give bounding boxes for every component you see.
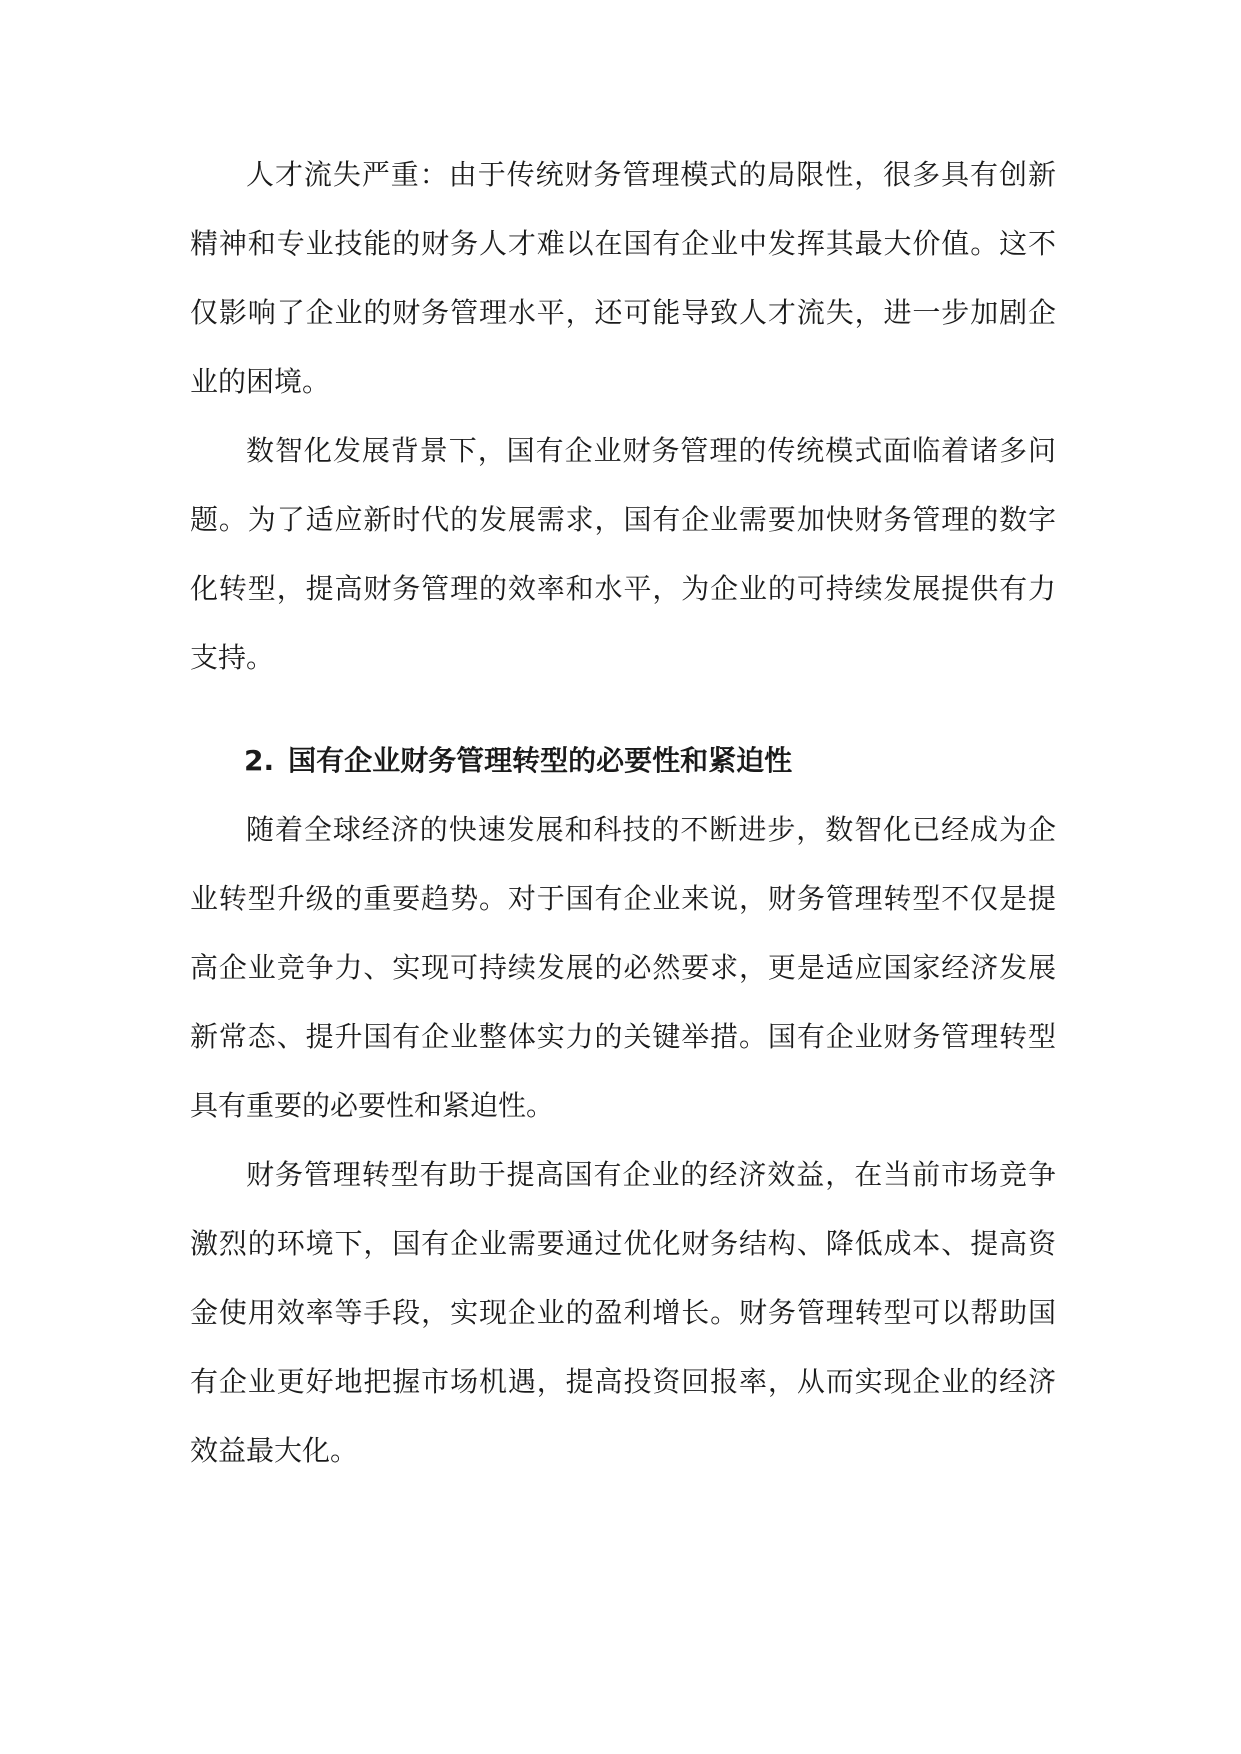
document-body: [190, 140, 1056, 1485]
section-title: 国有企业财务管理转型的必要性和紧迫性: [288, 744, 793, 777]
section-number: 2.: [244, 744, 275, 777]
paragraph-talent-loss: 人才流失严重：由于传统财务管理模式的局限性，很多具有创新精神和专业技能的财务人才难以在国有企业中发挥其最大价值。这不仅影响了企业的财务管理水平，还可能导致人才流失，进一步加剧企业的困境。: [190, 158, 1056, 398]
section-heading: [190, 692, 1056, 795]
paragraph-economic-benefit: 财务管理转型有助于提高国有企业的经济效益，在当前市场竞争激烈的环境下，国有企业需要通过优化财务结构、降低成本、提高资金使用效率等手段，实现企业的盈利增长。财务管理转型可以帮助国有企业更好地把握市场机遇，提高投资回报率，从而实现企业的经济效益最大化。: [190, 1158, 1056, 1467]
paragraph-digital-background: 数智化发展背景下，国有企业财务管理的传统模式面临着诸多问题。为了适应新时代的发展需求，国有企业需要加快财务管理的数字化转型，提高财务管理的效率和水平，为企业的可持续发展提供有力支持。: [190, 434, 1056, 674]
paragraph-transformation-trend: 随着全球经济的快速发展和科技的不断进步，数智化已经成为企业转型升级的重要趋势。对于国有企业来说，财务管理转型不仅是提高企业竞争力、实现可持续发展的必然要求，更是适应国家经济发展新常态、提升国有企业整体实力的关键举措。国有企业财务管理转型具有重要的必要性和紧迫性。: [190, 813, 1056, 1122]
